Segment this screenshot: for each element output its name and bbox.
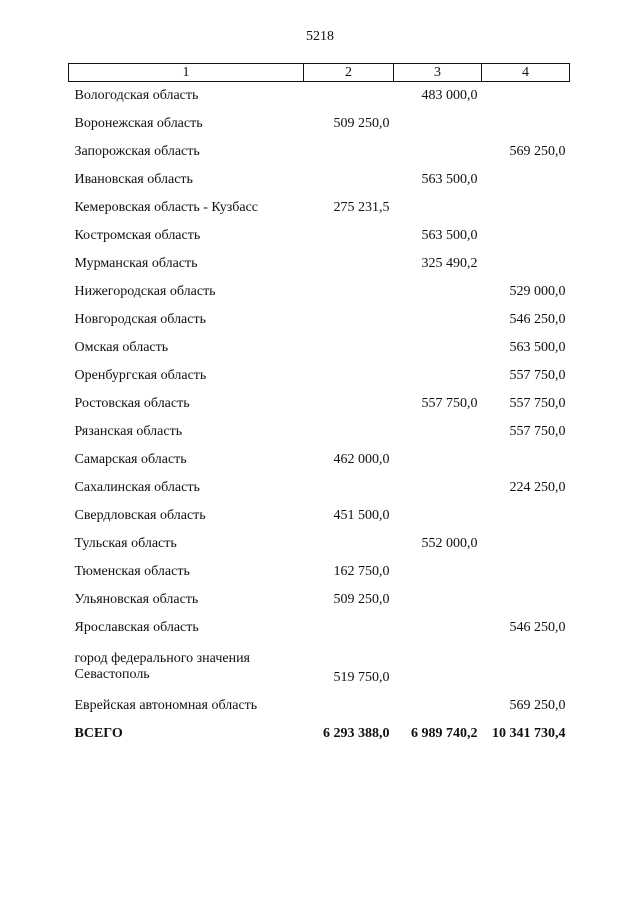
- region-name: город федерального значения Севастополь: [74, 651, 250, 682]
- region-name: Мурманская область: [74, 256, 198, 271]
- region-name: Тюменская область: [74, 564, 190, 579]
- value-col-2: 162 750,0: [333, 564, 390, 579]
- table-header: [69, 64, 570, 82]
- region-name: Воронежская область: [74, 116, 203, 131]
- region-name: Рязанская область: [74, 424, 183, 439]
- region-name: Омская область: [74, 340, 169, 355]
- value-col-4: 569 250,0: [509, 144, 566, 159]
- value-col-4: 546 250,0: [509, 312, 566, 327]
- value-col-2: [304, 334, 394, 362]
- value-col-3: 325 490,2: [421, 256, 478, 271]
- region-name: Запорожская область: [74, 144, 200, 159]
- table-row: [69, 502, 570, 530]
- value-col-2: [304, 250, 394, 278]
- value-col-2: 451 500,0: [333, 508, 390, 523]
- total-col-3: 6 989 740,2: [411, 726, 478, 741]
- value-col-3: 552 000,0: [421, 536, 478, 551]
- table-row: [69, 110, 570, 138]
- table-row: [69, 390, 570, 418]
- table-row: [69, 614, 570, 642]
- page-number: 5218: [306, 29, 334, 44]
- region-name: Вологодская область: [74, 88, 199, 103]
- value-col-2: 509 250,0: [333, 116, 390, 131]
- value-col-4: 529 000,0: [509, 284, 566, 299]
- table-row: [69, 334, 570, 362]
- header-col-2: 2: [304, 64, 394, 82]
- header-col-1: 1: [69, 64, 304, 82]
- value-col-3: [394, 138, 482, 166]
- value-col-4: 557 750,0: [509, 396, 566, 411]
- value-col-4: [482, 222, 570, 250]
- value-col-3: 483 000,0: [421, 88, 478, 103]
- value-col-2: 509 250,0: [333, 592, 390, 607]
- value-col-4: [482, 166, 570, 194]
- value-col-2: 519 750,0: [333, 670, 390, 685]
- header-col-4: 4: [482, 64, 570, 82]
- allocation-table: [68, 63, 570, 748]
- table-row: [69, 194, 570, 222]
- value-col-4: [482, 586, 570, 614]
- total-row: [69, 720, 570, 748]
- value-col-2: [304, 138, 394, 166]
- value-col-2: [304, 474, 394, 502]
- value-col-2: 275 231,5: [333, 200, 390, 215]
- value-col-4: [482, 110, 570, 138]
- value-col-2: [304, 530, 394, 558]
- value-col-2: [304, 362, 394, 390]
- value-col-3: [394, 110, 482, 138]
- region-name: Новгородская область: [74, 312, 206, 327]
- table-row: [69, 306, 570, 334]
- value-col-4: 557 750,0: [509, 368, 566, 383]
- value-col-4: 557 750,0: [509, 424, 566, 439]
- table-row: [69, 222, 570, 250]
- table-body: [69, 82, 570, 749]
- table-row: [69, 362, 570, 390]
- value-col-4: [482, 530, 570, 558]
- table-row: [69, 138, 570, 166]
- region-name: Еврейская автономная область: [74, 698, 258, 713]
- value-col-4: 563 500,0: [509, 340, 566, 355]
- value-col-2: [304, 390, 394, 418]
- value-col-2: [304, 614, 394, 642]
- table-row: [69, 418, 570, 446]
- table-row: [69, 692, 570, 720]
- region-name: Свердловская область: [74, 508, 206, 523]
- value-col-3: 557 750,0: [421, 396, 478, 411]
- table-row: [69, 166, 570, 194]
- value-col-3: [394, 502, 482, 530]
- value-col-2: [304, 222, 394, 250]
- total-col-4: 10 341 730,4: [492, 726, 566, 741]
- value-col-2: [304, 418, 394, 446]
- value-col-3: [394, 194, 482, 222]
- value-col-3: 563 500,0: [421, 172, 478, 187]
- region-name: Ростовская область: [74, 396, 190, 411]
- table-row: [69, 558, 570, 586]
- value-col-4: [482, 82, 570, 111]
- value-col-3: [394, 306, 482, 334]
- table-row: [69, 250, 570, 278]
- region-name: Ульяновская область: [74, 592, 199, 607]
- value-col-3: 563 500,0: [421, 228, 478, 243]
- table-row: [69, 530, 570, 558]
- region-name: Костромская область: [74, 228, 201, 243]
- value-col-4: 546 250,0: [509, 620, 566, 635]
- region-name: Сахалинская область: [74, 480, 200, 495]
- value-col-2: [304, 306, 394, 334]
- value-col-2: [304, 692, 394, 720]
- table-row: [69, 474, 570, 502]
- value-col-4: [482, 558, 570, 586]
- value-col-3: [394, 558, 482, 586]
- value-col-3: [394, 446, 482, 474]
- value-col-4: 569 250,0: [509, 698, 566, 713]
- table-row: [69, 642, 570, 692]
- region-name: Оренбургская область: [74, 368, 207, 383]
- value-col-3: [394, 334, 482, 362]
- value-col-4: [482, 642, 570, 692]
- value-col-3: [394, 642, 482, 692]
- region-name: Ивановская область: [74, 172, 193, 187]
- table-row: [69, 446, 570, 474]
- region-name: Самарская область: [74, 452, 187, 467]
- value-col-4: 224 250,0: [509, 480, 566, 495]
- value-col-4: [482, 446, 570, 474]
- value-col-3: [394, 692, 482, 720]
- value-col-2: [304, 278, 394, 306]
- table-row: [69, 278, 570, 306]
- table-row: [69, 82, 570, 111]
- region-name: Кемеровская область - Кузбасс: [74, 200, 259, 215]
- value-col-4: [482, 502, 570, 530]
- value-col-2: [304, 82, 394, 111]
- value-col-2: [304, 166, 394, 194]
- value-col-3: [394, 614, 482, 642]
- value-col-3: [394, 418, 482, 446]
- table-row: [69, 586, 570, 614]
- header-col-3: 3: [394, 64, 482, 82]
- value-col-3: [394, 474, 482, 502]
- header-row: [69, 64, 570, 82]
- value-col-4: [482, 194, 570, 222]
- value-col-3: [394, 586, 482, 614]
- value-col-2: 462 000,0: [333, 452, 390, 467]
- region-name: Нижегородская область: [74, 284, 216, 299]
- total-col-2: 6 293 388,0: [323, 726, 390, 741]
- value-col-4: [482, 250, 570, 278]
- total-label: ВСЕГО: [74, 726, 123, 741]
- value-col-3: [394, 362, 482, 390]
- value-col-3: [394, 278, 482, 306]
- region-name: Тульская область: [74, 536, 177, 551]
- region-name: Ярославская область: [74, 620, 199, 635]
